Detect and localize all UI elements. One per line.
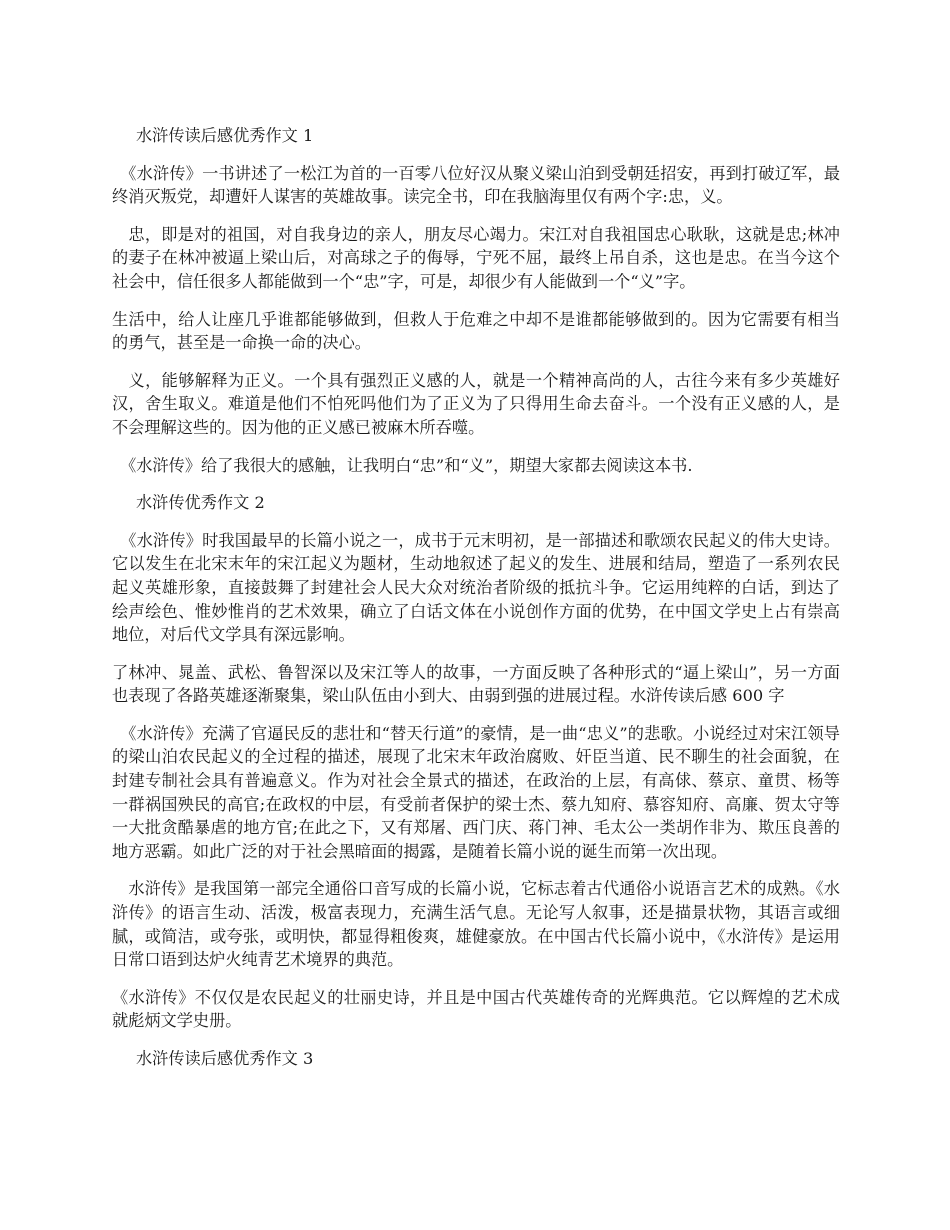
paragraph: 《水浒传》不仅仅是农民起义的壮丽史诗，并且是中国古代英雄传奇的光辉典范。它以辉煌的艺术成就彪炳文学史册。 (112, 987, 840, 1031)
essay-title-2: 水浒传优秀作文 2 (136, 493, 265, 513)
document-page (112, 124, 840, 1085)
paragraph: 了林冲、晁盖、武松、鲁智深以及宋江等人的故事，一方面反映了各种形式的“逼上梁山”，另一方面也表现了各路英雄逐渐聚集，梁山队伍由小到大、由弱到强的进展过程。水浒传读后感 600 字 (112, 662, 840, 706)
paragraph: 《水浒传》时我国最早的长篇小说之一，成书于元末明初，是一部描述和歌颂农民起义的伟大史诗。它以发生在北宋末年的宋江起义为题材，生动地叙述了起义的发生、进展和结局，塑造了一系列农民起义英雄形象，直接鼓舞了封建社会人民大众对统治者阶级的抵抗斗争。它运用纯粹的白话，到达了绘声绘色、惟妙惟肖的艺术效果，确立了白话文体在小说创作方面的优势，在中国文学史上占有崇高地位，对后代文学具有深远影响。 (112, 530, 840, 645)
paragraph: 水浒传》是我国第一部完全通俗口音写成的长篇小说，它标志着古代通俗小说语言艺术的成熟。《水浒传》的语言生动、活泼，极富表现力，充满生活气息。无论写人叙事，还是描景状物，其语言或细腻，或简洁，或夸张，或明快，都显得粗俊爽，雄健豪放。在中国古代长篇小说中，《水浒传》是运用日常口语到达炉火纯青艺术境界的典范。 (112, 879, 840, 970)
essay-title-1: 水浒传读后感优秀作文 1 (136, 126, 314, 145)
paragraph: 生活中，给人让座几乎谁都能够做到，但救人于危难之中却不是谁都能够做到的。因为它需要有相当的勇气，甚至是一命换一命的决心。 (112, 309, 840, 353)
essay-title-3: 水浒传读后感优秀作文 3 (136, 1049, 314, 1068)
paragraph: 《水浒传》给了我很大的感触，让我明白“忠”和“义”，期望大家都去阅读这本书. (112, 455, 693, 475)
paragraph: 忠，即是对的祖国，对自我身边的亲人，朋友尽心竭力。宋江对自我祖国忠心耿耿，这就是忠;林冲的妻子在林冲被逼上梁山后，对高球之子的侮辱，宁死不屈，最终上吊自杀，这也是忠。在当今这个社会中，信任很多人都能做到一个“忠”字，可是，却很少有人能做到一个“义”字。 (112, 224, 840, 291)
paragraph: 义，能够解释为正义。一个具有强烈正义感的人，就是一个精神高尚的人，古往今来有多少英雄好汉，舍生取义。难道是他们不怕死吗他们为了正义为了只得用生命去奋斗。一个没有正义感的人，是不会理解这些的。因为他的正义感已被麻木所吞噬。 (112, 370, 840, 437)
paragraph: 《水浒传》充满了官逼民反的悲壮和“替天行道”的豪情，是一曲“忠义”的悲歌。小说经过对宋江领导的梁山泊农民起义的全过程的描述，展现了北宋末年政治腐败、奸臣当道、民不聊生的社会面貌，在封建专制社会具有普遍意义。作为对社会全景式的描述，在政治的上层，有高俅、蔡京、童贯、杨等一群祸国殃民的高官;在政权的中层，有受前者保护的梁士杰、蔡九知府、慕容知府、高廉、贺太守等一大批贪酷暴虐的地方官;在此之下，又有郑屠、西门庆、蒋门神、毛太公一类胡作非为、欺压良善的地方恶霸。如此广泛的对于社会黑暗面的揭露，是随着长篇小说的诞生而第一次出现。 (112, 723, 840, 861)
paragraph: 《水浒传》一书讲述了一松江为首的一百零八位好汉从聚义梁山泊到受朝廷招安，再到打破辽军，最终消灭叛党，却遭奸人谋害的英雄故事。读完全书，印在我脑海里仅有两个字:忠，义。 (112, 163, 840, 207)
